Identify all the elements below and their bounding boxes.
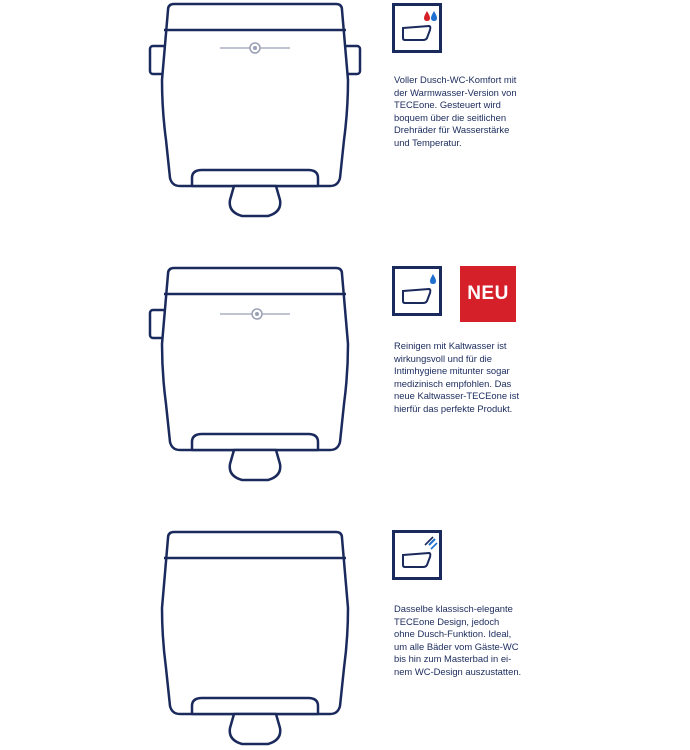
new-badge: NEU — [460, 266, 516, 322]
product-description: Voller Dusch-WC-Komfort mit der Warmwasser-Version von TECEone. Gesteuert wird boquem über die seitlichen Drehräder für Wasserstärke und Temperatur. — [394, 74, 517, 148]
shower-cold-icon — [392, 266, 442, 316]
product-description: Reinigen mit Kaltwasser ist wirkungsvoll und für die Intimhygiene mitunter sogar medizinisch empfohlen. Das neue Kaltwasser-TECEone ist hierfür das perfekte Produkt. — [394, 340, 520, 414]
toilet-cold-illustration — [140, 266, 370, 491]
toilet-warm-illustration — [140, 0, 370, 225]
toilet-standard-illustration — [140, 530, 370, 750]
product-description: Dasselbe klassisch-elegante TECEone Design, jedoch ohne Dusch-Funktion. Ideal, um alle Bäder vom Gäste-WC bis hin zum Masterbad in ei- nem WC-Design auszustatten. — [394, 603, 522, 677]
toilet-no-shower-icon — [392, 530, 442, 580]
shower-warm-cold-icon — [392, 3, 442, 53]
